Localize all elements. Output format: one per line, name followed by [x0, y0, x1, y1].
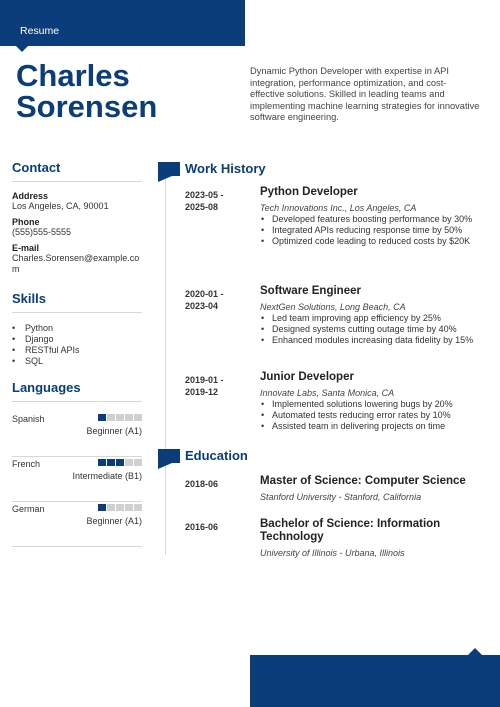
work-history-heading: Work History — [185, 161, 266, 176]
document-type-label: Resume — [20, 25, 60, 37]
job-title: Software Engineer — [260, 285, 361, 297]
divider — [12, 501, 142, 502]
job-company: Tech Innovations Inc., Los Angeles, CA — [260, 203, 417, 213]
skills-section — [12, 291, 142, 367]
job-bullet: • Designed systems cutting outage time by 40% — [260, 324, 485, 335]
proficiency-bar-filled — [116, 459, 124, 466]
skills-list — [12, 323, 142, 367]
divider — [12, 312, 142, 313]
job-bullet: • Automated tests reducing error rates by 10% — [260, 410, 485, 421]
skills-heading: Skills — [12, 291, 46, 306]
footer-block — [250, 655, 500, 707]
phone-value: (555)555-5555 — [12, 227, 72, 237]
header-notch — [16, 46, 28, 52]
address-label: Address — [12, 191, 49, 201]
job-bullet: • Assisted team in delivering projects on time — [260, 421, 485, 432]
first-name: Charles — [16, 58, 130, 93]
school: Stanford University - Stanford, California — [260, 492, 422, 502]
header-bar — [0, 0, 245, 46]
proficiency-bar-filled — [98, 414, 106, 421]
address-value: Los Angeles, CA, 90001 — [12, 201, 109, 211]
language-item — [12, 414, 142, 459]
footer-notch — [468, 648, 482, 655]
email-value: Charles.Sorensen@example.com — [12, 253, 140, 274]
section-marker — [158, 162, 180, 176]
proficiency-bar-empty — [134, 414, 142, 421]
job-dates: 2023-05 - 2025-08 — [185, 190, 224, 212]
proficiency-bar-empty — [107, 414, 115, 421]
email-label: E-mail — [12, 243, 40, 253]
job-dates: 2020-01 - 2023-04 — [185, 289, 224, 311]
proficiency-bar-empty — [125, 414, 133, 421]
job-company: NextGen Solutions, Long Beach, CA — [260, 302, 406, 312]
language-item — [12, 504, 142, 549]
proficiency-bar-empty — [125, 504, 133, 511]
degree: Bachelor of Science: Information Technology — [260, 518, 441, 543]
languages-heading: Languages — [12, 380, 81, 395]
job-title: Python Developer — [260, 186, 358, 198]
job-bullets — [260, 313, 485, 346]
school: University of Illinois - Urbana, Illinois — [260, 548, 405, 558]
phone-label: Phone — [12, 217, 40, 227]
skill-item: • Django — [12, 334, 142, 345]
proficiency-bar-empty — [116, 414, 124, 421]
job-bullet: • Led team improving app efficiency by 25% — [260, 313, 485, 324]
job-bullet: • Developed features boosting performance by 30% — [260, 214, 485, 225]
proficiency-bars — [98, 504, 142, 511]
proficiency-bar-empty — [107, 504, 115, 511]
proficiency-bar-filled — [98, 459, 106, 466]
section-marker — [158, 449, 180, 463]
professional-summary: Dynamic Python Developer with expertise in API integration, performance optimization, and cost-effective solutions. Skilled in leading teams and implementing machine learning strategies for innovative software engineering. — [250, 66, 480, 122]
proficiency-bar-empty — [134, 459, 142, 466]
education-date: 2018-06 — [185, 479, 219, 489]
proficiency-bar-empty — [116, 504, 124, 511]
contact-heading: Contact — [12, 160, 61, 175]
proficiency-bar-empty — [125, 459, 133, 466]
proficiency-bars — [98, 459, 142, 466]
divider — [12, 181, 142, 182]
job-bullets — [260, 214, 485, 247]
job-title: Junior Developer — [260, 371, 354, 383]
language-name: French — [12, 459, 41, 469]
language-name: German — [12, 504, 45, 514]
language-level: Beginner (A1) — [86, 516, 142, 526]
candidate-name — [16, 60, 157, 122]
job-bullet: • Integrated APIs reducing response time by 50% — [260, 225, 485, 236]
skill-item: • Python — [12, 323, 142, 334]
skill-item: • SQL — [12, 356, 142, 367]
last-name: Sorensen — [16, 89, 158, 124]
language-level: Beginner (A1) — [86, 426, 142, 436]
contact-section — [12, 160, 142, 275]
proficiency-bar-filled — [98, 504, 106, 511]
job-bullets — [260, 399, 485, 432]
language-level: Intermediate (B1) — [72, 471, 142, 481]
proficiency-bar-filled — [107, 459, 115, 466]
timeline-line — [165, 175, 166, 555]
divider — [12, 401, 142, 402]
language-item — [12, 459, 142, 504]
language-name: Spanish — [12, 414, 45, 424]
proficiency-bar-empty — [134, 504, 142, 511]
divider — [12, 456, 142, 457]
education-date: 2016-06 — [185, 522, 219, 532]
divider — [12, 546, 142, 547]
job-bullet: • Enhanced modules increasing data fidelity by 15% — [260, 335, 485, 346]
languages-section — [12, 380, 142, 549]
education-heading: Education — [185, 448, 248, 463]
job-dates: 2019-01 - 2019-12 — [185, 375, 224, 397]
job-company: Innovate Labs, Santa Monica, CA — [260, 388, 395, 398]
proficiency-bars — [98, 414, 142, 421]
job-bullet: • Optimized code leading to reduced costs by $20K — [260, 236, 485, 247]
job-bullet: • Implemented solutions lowering bugs by 20% — [260, 399, 485, 410]
degree: Master of Science: Computer Science — [260, 475, 466, 487]
skill-item: • RESTful APIs — [12, 345, 142, 356]
